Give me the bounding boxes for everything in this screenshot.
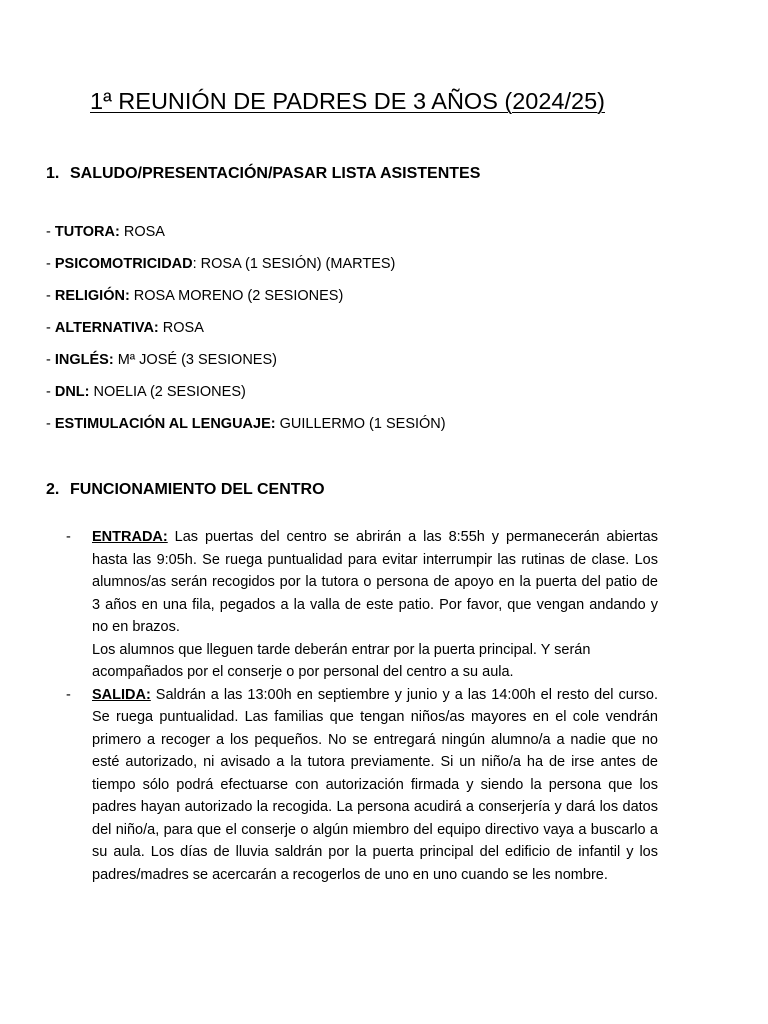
staff-item-prefix: - xyxy=(46,288,55,304)
staff-item-prefix: - xyxy=(46,352,55,368)
bullet-salida xyxy=(66,684,658,887)
staff-value: : ROSA (1 SESIÓN) (MARTES) xyxy=(192,256,396,272)
bullet-paragraph xyxy=(92,684,658,887)
staff-value: GUILLERMO (1 SESIÓN) xyxy=(275,416,446,432)
staff-item-tutora xyxy=(46,222,446,254)
staff-role: DNL: xyxy=(54,384,90,400)
staff-role: ESTIMULACIÓN AL LENGUAJE: xyxy=(54,416,276,432)
bullet-paragraph xyxy=(92,526,658,639)
staff-item-prefix: - xyxy=(46,384,55,400)
staff-value: Mª JOSÉ (3 SESIONES) xyxy=(113,352,277,368)
staff-role: PSICOMOTRICIDAD xyxy=(54,256,193,272)
functioning-list xyxy=(66,526,658,886)
staff-role: ALTERNATIVA: xyxy=(54,320,159,336)
staff-value: NOELIA (2 SESIONES) xyxy=(89,384,246,400)
staff-role: TUTORA: xyxy=(54,224,120,240)
bullet-entrada xyxy=(66,526,658,684)
staff-item-ingles xyxy=(46,350,446,382)
staff-role: INGLÉS: xyxy=(54,352,114,368)
section-title: FUNCIONAMIENTO DEL CENTRO xyxy=(70,481,325,498)
staff-item-prefix: - xyxy=(46,416,55,432)
staff-value: ROSA xyxy=(119,224,165,240)
section-heading-saludo xyxy=(46,165,480,183)
section-number: 1. xyxy=(46,165,60,182)
staff-value: ROSA MORENO (2 SESIONES) xyxy=(129,288,344,304)
staff-item-prefix: - xyxy=(46,256,55,272)
staff-role: RELIGIÓN: xyxy=(54,288,130,304)
bullet-label: SALIDA: xyxy=(92,686,151,703)
staff-item-prefix: - xyxy=(46,320,55,336)
bullet-dash: - xyxy=(66,686,71,703)
bullet-text: Las puertas del centro se abrirán a las 8:55h y permanecerán abiertas hasta las 9:05h. Se ruega puntualidad para evitar interrumpir las rutinas de clase. Los alumnos/as serán recogidos por la tutora o persona de apoyo en la puerta del patio de 3 años en una fila, pegados a la valla de este patio. Por favor, que vengan andando y no en brazos. xyxy=(92,529,658,635)
section-title: SALUDO/PRESENTACIÓN/PASAR LISTA ASISTENTES xyxy=(70,165,481,182)
staff-item-dnl xyxy=(46,382,446,414)
bullet-dash: - xyxy=(66,529,71,545)
staff-item-psicomotricidad xyxy=(46,254,446,286)
bullet-continuation: Los alumnos que lleguen tarde deberán entrar por la puerta principal. Y serán acompañados por el conserje o por personal del centro a su aula. xyxy=(92,641,591,680)
staff-item-religion xyxy=(46,286,446,318)
section-heading-funcionamiento xyxy=(46,481,325,499)
document-title: 1ª REUNIÓN DE PADRES DE 3 AÑOS (2024/25) xyxy=(90,88,605,114)
staff-list xyxy=(46,222,446,446)
staff-item-estimulacion xyxy=(46,414,446,446)
bullet-label: ENTRADA: xyxy=(92,529,168,545)
staff-item-prefix: - xyxy=(46,224,55,240)
bullet-text: Saldrán a las 13:00h en septiembre y junio y a las 14:00h el resto del curso. Se ruega puntualidad. Las familias que tengan niños/as mayores en el cole vendrán primero a recoger a los pequeños. No se entregará ningún alumno/a a nadie que no esté autorizado, ni avisado a la tutora previamente. Si un niño/a ha de irse antes de tiempo sólo podrá efectuarse con autorización firmada y siendo la persona que los padres hayan autorizado la recogida. La persona acudirá a conserjería y dará los datos del niño/a, para que el conserje o algún miembro del equipo directivo vaya a buscarlo a su aula. Los días de lluvia saldrán por la puerta principal del edificio de infantil y los padres/madres se acercarán a recogerlos de uno en uno cuando se les nombre. xyxy=(92,686,658,883)
staff-item-alternativa xyxy=(46,318,446,350)
staff-value: ROSA xyxy=(158,320,204,336)
section-number: 2. xyxy=(46,481,60,498)
